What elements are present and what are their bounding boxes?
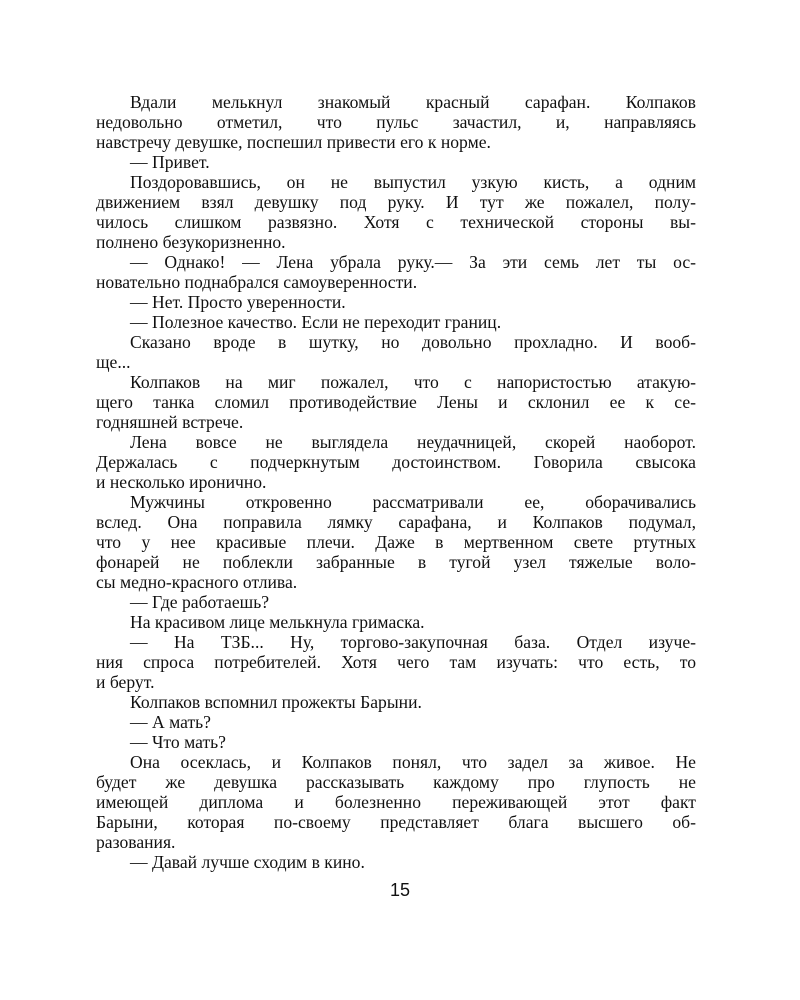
text-line: годняшней встрече. [96,412,244,432]
text-line: Барыни, которая по-своему представляет блага высшего об- [96,812,696,832]
text-line: Колпаков вспомнил прожекты Барыни. [130,692,422,712]
text-line: — Полезное качество. Если не переходит границ. [130,312,502,332]
text-line: и берут. [96,672,155,692]
text-line: — А мать? [130,712,211,732]
text-line: недовольно отметил, что пульс зачастил, и, направляясь [96,112,696,132]
text-line: навстречу девушке, поспешил привести его к норме. [96,132,491,152]
text-line: ния спроса потребителей. Хотя чего там изучать: что есть, то [96,652,696,672]
text-line: ще... [96,352,131,372]
text-line: Держалась с подчеркнутым достоинством. Говорила свысока [96,452,696,472]
text-line: — Давай лучше сходим в кино. [130,852,365,872]
text-line: — Где работаешь? [130,592,270,612]
text-line: Поздоровавшись, он не выпустил узкую кисть, а одним [130,172,696,192]
text-line: имеющей диплома и болезненно переживающей этот факт [96,792,696,812]
text-line: что у нее красивые плечи. Даже в мертвенном свете ртутных [96,532,696,552]
text-line: сы медно-красного отлива. [96,572,298,592]
text-line: будет же девушка рассказывать каждому про глупость не [96,772,696,792]
text-line: вслед. Она поправила лямку сарафана, и Колпаков подумал, [96,512,696,532]
text-line: Колпаков на миг пожалел, что с напористостью атакую- [130,372,696,392]
text-line: щего танка сломил противодействие Лены и склонил ее к се- [96,392,696,412]
text-line: — Нет. Просто уверенности. [130,292,346,312]
page-number: 15 [389,880,411,900]
page-body-text [96,92,696,872]
text-line: Она осеклась, и Колпаков понял, что задел за живое. Не [130,752,696,772]
text-line: На красивом лице мелькнула гримаска. [130,612,425,632]
text-line: — Что мать? [130,732,226,752]
text-line: разования. [96,832,176,852]
text-line: Лена вовсе не выглядела неудачницей, скорей наоборот. [130,432,696,452]
text-line: Мужчины откровенно рассматривали ее, оборачивались [130,492,696,512]
text-line: — Однако! — Лена убрала руку.— За эти семь лет ты ос- [130,252,696,272]
text-line: и несколько иронично. [96,472,267,492]
text-line: движением взял девушку под руку. И тут же пожалел, полу- [96,192,696,212]
text-line: — На ТЗБ... Ну, торгово-закупочная база. Отдел изуче- [130,632,696,652]
text-line: полнено безукоризненно. [96,232,286,252]
text-line: Сказано вроде в шутку, но довольно прохладно. И вооб- [130,332,696,352]
text-line: — Привет. [130,152,210,172]
text-line: чилось слишком развязно. Хотя с технической стороны вы- [96,212,696,232]
text-line: новательно поднабрался самоуверенности. [96,272,418,292]
text-line: Вдали мелькнул знакомый красный сарафан. Колпаков [130,92,696,112]
text-line: фонарей не поблекли забранные в тугой узел тяжелые воло- [96,552,696,572]
